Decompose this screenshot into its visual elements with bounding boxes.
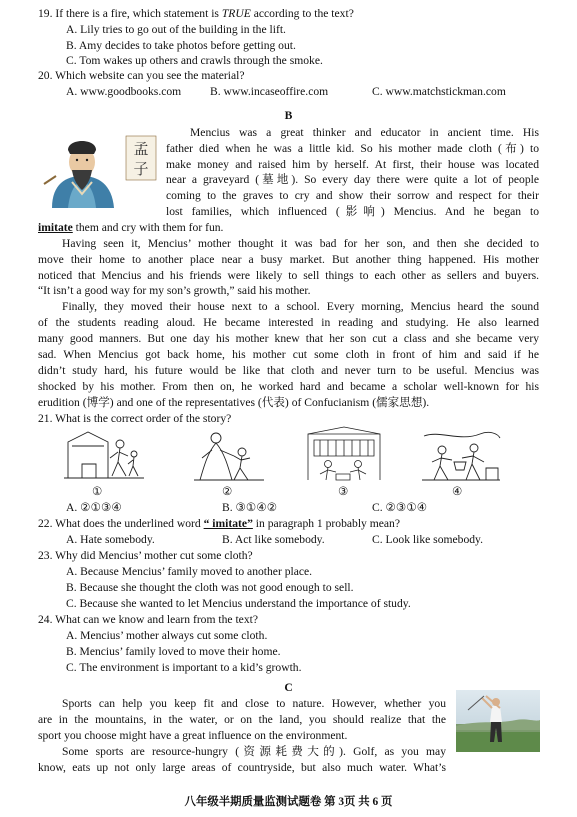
passage-c-p1-last-line: sport you choose might have a great influence on the environment. bbox=[38, 729, 348, 742]
portrait-glyph-top: 孟 bbox=[133, 140, 149, 158]
q24-option-b[interactable]: B. Mencius’ family loved to move their home. bbox=[66, 645, 281, 658]
passage-c-p2-line1: Some sports are resource-hungry (资源耗费大的). Golf, as you may bbox=[62, 745, 446, 758]
q24-option-a[interactable]: A. Mencius’ mother always cut some cloth. bbox=[66, 629, 268, 642]
q24-option-c[interactable]: C. The environment is important to a kid’s growth. bbox=[66, 661, 302, 674]
passage-b-p1-line5: coming to the graves to cry and show their sorrow and respect for their bbox=[166, 189, 539, 202]
mencius-portrait-image bbox=[38, 132, 160, 208]
q19-stem-text: 19. If there is a fire, which statement is bbox=[38, 7, 222, 20]
q22-stem-text: 22. What does the underlined word bbox=[38, 517, 204, 530]
passage-b-p2-line1: Having seen it, Mencius’ mother thought it was bad for her son, and then she decided to bbox=[62, 237, 539, 250]
question-24-stem: 24. What can we know and learn from the text? bbox=[38, 613, 258, 626]
q23-option-a[interactable]: A. Because Mencius’ family moved to another place. bbox=[66, 565, 313, 578]
passage-b-p2-line2: move their home to another place near a busy market. But another thing happened. His mother bbox=[38, 253, 539, 266]
q19-option-c[interactable]: C. Tom wakes up others and crawls through the smoke. bbox=[66, 54, 323, 67]
passage-b-p3-line2: of the students reading aloud. He became interested in reading and studying. He also learned bbox=[38, 316, 539, 329]
portrait-glyph-bottom: 子 bbox=[133, 160, 149, 178]
passage-b-p1-line6: lost families, which influenced (影响) Mencius. And he began to bbox=[166, 205, 539, 218]
passage-b-p2-line3: noticed that Mencius and his friends were likely to sell things to each other as sellers and buyers. bbox=[38, 269, 539, 282]
story-picture-2 bbox=[190, 428, 268, 482]
section-c-heading: C bbox=[284, 681, 293, 694]
q22-stem-text-end: in paragraph 1 probably mean? bbox=[252, 517, 400, 530]
question-23-stem: 23. Why did Mencius’ mother cut some cloth? bbox=[38, 549, 253, 562]
q19-option-b[interactable]: B. Amy decides to take photos before getting out. bbox=[66, 39, 296, 52]
passage-b-p3-line3: many good manners. But one day his mother knew that her son cut a class and she became very bbox=[38, 332, 539, 345]
underlined-word-imitate: imitate bbox=[38, 221, 73, 234]
passage-b-p3-last-line: erudition (博学) and one of the representatives (代表) of Confucianism (儒家思想). bbox=[38, 396, 430, 409]
passage-b-p2-last-line: “It isn’t a good way for my son’s growth,” said his mother. bbox=[38, 284, 311, 297]
q19-option-a[interactable]: A. Lily tries to go out of the building in the lift. bbox=[66, 23, 286, 36]
story-picture-4-label: ④ bbox=[452, 485, 463, 498]
passage-b-p3-line1: Finally, they moved their house next to a school. Every morning, Mencius heard the sound bbox=[62, 300, 539, 313]
story-picture-1-label: ① bbox=[92, 485, 103, 498]
question-19-stem bbox=[38, 6, 354, 22]
p1-end-text: them and cry with them for fun. bbox=[72, 221, 224, 234]
q20-option-a[interactable]: A. www.goodbooks.com bbox=[66, 85, 182, 98]
q23-option-c[interactable]: C. Because she wanted to let Mencius understand the importance of study. bbox=[66, 597, 411, 610]
q20-option-b[interactable]: B. www.incaseoffire.com bbox=[210, 85, 329, 98]
passage-c-p1-line2: are in the mountains, in the water, or on the land, you should realize that the bbox=[38, 713, 446, 726]
q22-underlined-word: “ imitate” bbox=[203, 517, 253, 530]
q22-option-c[interactable]: C. Look like somebody. bbox=[372, 533, 483, 546]
q19-stem-text-end: according to the text? bbox=[250, 7, 354, 20]
q23-option-b[interactable]: B. Because she thought the cloth was not good enough to sell. bbox=[66, 581, 354, 594]
story-picture-3 bbox=[306, 426, 382, 484]
passage-b-p1-last-line bbox=[38, 220, 223, 236]
passage-b-p1-line1: Mencius was a great thinker and educator in ancient time. His bbox=[190, 126, 539, 139]
passage-c-p2-line2: know, eats up not only large areas of countryside, but also much water. What’s bbox=[38, 761, 446, 774]
story-picture-1 bbox=[62, 428, 146, 482]
question-22-stem bbox=[38, 516, 400, 532]
story-picture-4 bbox=[420, 428, 502, 482]
passage-b-p1-line4: near a graveyard (墓地). So every day there were quite a lot of people bbox=[166, 173, 539, 186]
q19-stem-emphasis: TRUE bbox=[221, 7, 251, 20]
question-20-stem: 20. Which website can you see the material? bbox=[38, 69, 245, 82]
golfer-photo bbox=[456, 690, 540, 752]
question-21-stem: 21. What is the correct order of the story? bbox=[38, 412, 232, 425]
passage-b-p3-line4: sad. When Mencius got back home, his mother cut some cloth in front of him and said if he bbox=[38, 348, 539, 361]
story-picture-3-label: ③ bbox=[338, 485, 349, 498]
story-picture-2-label: ② bbox=[222, 485, 233, 498]
q22-option-a[interactable]: A. Hate somebody. bbox=[66, 533, 155, 546]
q21-option-c[interactable]: C. ②③①④ bbox=[372, 501, 428, 514]
q20-option-c[interactable]: C. www.matchstickman.com bbox=[372, 85, 506, 98]
passage-b-p3-line5: didn’t study hard, his future would be like that cloth and never turn to be useful. Mencius was bbox=[38, 364, 539, 377]
passage-b-p3-line6: shocked by his mother. From then on, he worked hard and became a scholar well-known for his bbox=[38, 380, 539, 393]
q21-option-b[interactable]: B. ③①④② bbox=[222, 501, 278, 514]
q22-option-b[interactable]: B. Act like somebody. bbox=[222, 533, 325, 546]
passage-b-p1-line2: father died when he was a little kid. So his mother made cloth (布) to bbox=[166, 142, 539, 155]
passage-b-p1-line3: make money and raised him by herself. At first, their house was located bbox=[166, 158, 539, 171]
section-b-heading: B bbox=[284, 109, 293, 122]
q21-option-a[interactable]: A. ②①③④ bbox=[66, 501, 122, 514]
page-footer: 八年级半期质量监测试题卷 第 3页 共 6 页 bbox=[184, 796, 393, 808]
passage-c-p1-line1: Sports can help you keep fit and close to nature. However, whether you bbox=[62, 697, 446, 710]
